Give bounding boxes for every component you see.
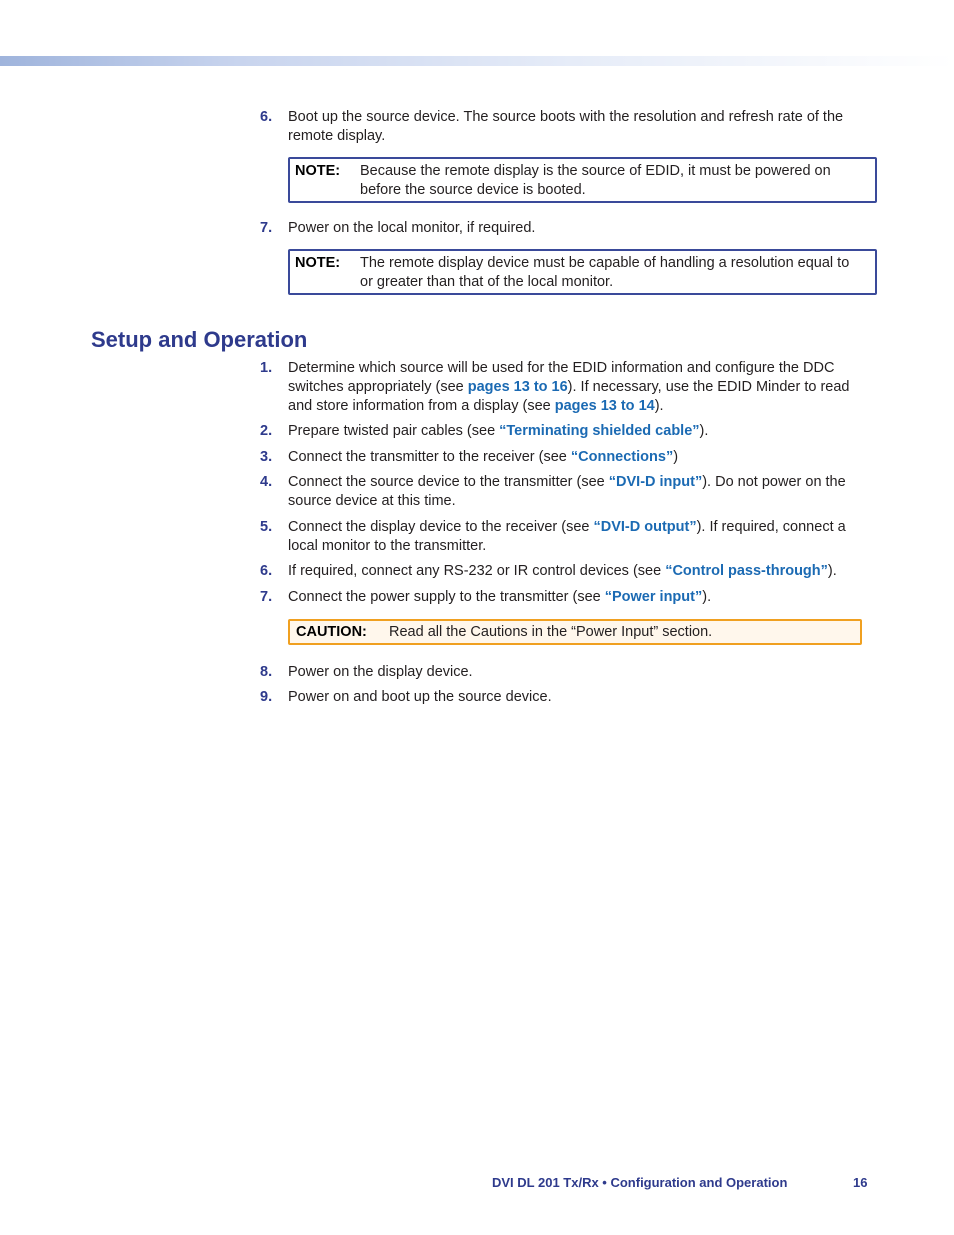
note-box	[288, 249, 877, 295]
control-pass-through-link[interactable]: “Control pass-through”	[665, 563, 828, 579]
step-text	[288, 562, 870, 581]
step-text-part: Connect the source device to the transmitter (see	[288, 474, 609, 490]
list-item	[260, 518, 870, 556]
connections-link[interactable]: “Connections”	[570, 449, 674, 465]
pages-link[interactable]: pages 13 to 14	[554, 398, 655, 414]
list-item	[260, 422, 870, 441]
step-text-part: Determine which source will be used for the EDID information and configure the DDC switches appropriately (see	[288, 360, 835, 395]
section-heading: Setup and Operation	[91, 327, 308, 352]
step-text	[288, 588, 870, 607]
step-text: Power on the display device.	[288, 664, 473, 680]
step-text: Boot up the source device. The source boots with the resolution and refresh rate of the remote display.	[288, 109, 844, 144]
step-text-part: Connect the transmitter to the receiver (see	[288, 449, 571, 465]
step-text	[288, 518, 870, 556]
note-box	[288, 157, 877, 203]
step-number: 7.	[260, 220, 273, 236]
terminating-cable-link[interactable]: “Terminating shielded cable”	[499, 423, 700, 439]
step-text-part: ). Do not power on the source device at this time.	[288, 474, 846, 509]
dvi-d-output-link[interactable]: “DVI-D output”	[593, 519, 697, 535]
step-number: 4.	[260, 474, 273, 490]
header-gradient-band	[0, 56, 954, 66]
step-text-part: Connect the display device to the receiver (see	[288, 519, 594, 535]
step-text	[288, 448, 870, 467]
list-item	[260, 359, 870, 416]
step-text-part: ).	[654, 398, 664, 414]
note-label: NOTE:	[295, 255, 341, 271]
dvi-d-input-link[interactable]: “DVI-D input”	[608, 474, 703, 490]
list-item	[260, 108, 870, 146]
step-text	[288, 359, 870, 416]
step-text: Power on and boot up the source device.	[288, 689, 552, 705]
step-text	[288, 473, 870, 511]
step-text-part: ).	[699, 423, 709, 439]
step-text-part: ).	[702, 589, 712, 605]
list-item	[260, 688, 870, 707]
step-number: 2.	[260, 423, 273, 439]
step-number: 1.	[260, 360, 273, 376]
note-label: NOTE:	[295, 163, 341, 179]
page-number: 16	[853, 1175, 868, 1190]
step-number: 6.	[260, 563, 273, 579]
list-item	[260, 663, 870, 682]
note-text: The remote display device must be capable of handling a resolution equal to or greater than that of the local monitor.	[360, 255, 850, 290]
step-number: 9.	[260, 689, 273, 705]
caution-box	[288, 619, 862, 645]
caution-label: CAUTION:	[296, 624, 367, 640]
pages-link[interactable]: pages 13 to 16	[467, 379, 568, 395]
step-number: 3.	[260, 449, 273, 465]
step-number: 8.	[260, 664, 273, 680]
step-text-part: ). If required, connect a local monitor to the transmitter.	[288, 519, 846, 554]
caution-text: Read all the Cautions in the “Power Input” section.	[389, 624, 713, 640]
step-text-part: ). If necessary, use the EDID Minder to read and store information from a display (see	[288, 379, 850, 414]
power-input-link[interactable]: “Power input”	[604, 589, 703, 605]
note-text: Because the remote display is the source of EDID, it must be powered on before the source device is booted.	[360, 163, 831, 198]
footer-title: DVI DL 201 Tx/Rx • Configuration and Operation	[492, 1175, 788, 1190]
list-item	[260, 219, 870, 238]
step-text-part: If required, connect any RS-232 or IR control devices (see	[288, 563, 666, 579]
step-text-part: ).	[827, 563, 837, 579]
list-item	[260, 588, 870, 607]
list-item	[260, 448, 870, 467]
step-text-part: )	[673, 449, 679, 465]
step-number: 7.	[260, 589, 273, 605]
list-item	[260, 473, 870, 511]
step-text: Power on the local monitor, if required.	[288, 220, 536, 236]
step-text-part: Connect the power supply to the transmitter (see	[288, 589, 605, 605]
step-number: 6.	[260, 109, 273, 125]
step-number: 5.	[260, 519, 273, 535]
list-item	[260, 562, 870, 581]
step-text-part: Prepare twisted pair cables (see	[288, 423, 500, 439]
step-text	[288, 422, 870, 441]
